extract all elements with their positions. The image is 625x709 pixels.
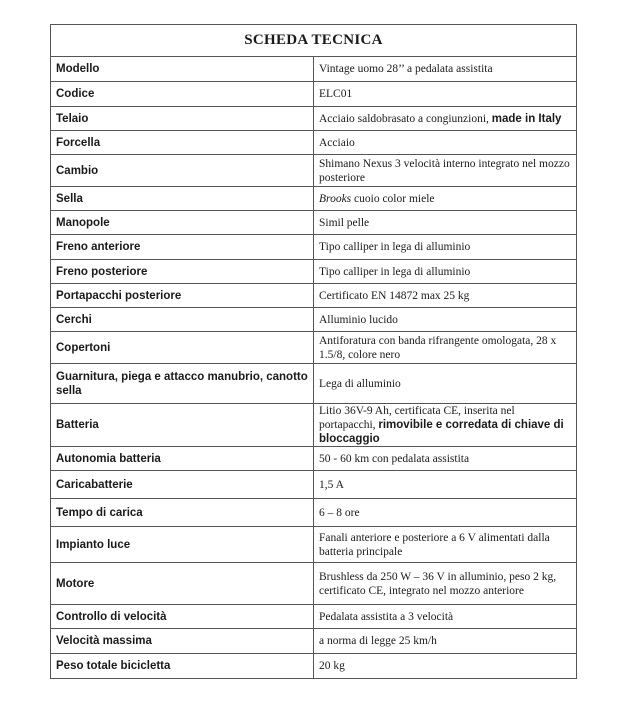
table-row — [51, 131, 577, 155]
row-value — [314, 260, 577, 284]
row-label: Portapacchi posteriore — [51, 284, 314, 308]
table-row — [51, 605, 577, 629]
table-row — [51, 563, 577, 605]
row-label: Controllo di velocità — [51, 605, 314, 629]
row-label: Motore — [51, 563, 314, 605]
table-row — [51, 629, 577, 654]
table-row — [51, 260, 577, 284]
value-bold: made in Italy — [491, 112, 562, 125]
value-bold: rimovibile e corredata di chiave di bloccaggio — [319, 419, 564, 445]
table-row — [51, 155, 577, 187]
value-text: Antiforatura con banda rifrangente omologata, 28 x 1.5/8, colore nero — [319, 334, 557, 361]
value-text: Vintage uomo 28’’ a pedalata assistita — [319, 63, 493, 75]
table-row — [51, 332, 577, 364]
row-label: Freno posteriore — [51, 260, 314, 284]
value-italic: Brooks — [319, 192, 352, 205]
value-text: Acciaio saldobrasato a congiunzioni, — [319, 112, 492, 125]
value-text: Certificato EN 14872 max 25 kg — [319, 289, 470, 302]
value-text: 20 kg — [319, 660, 345, 672]
row-value — [314, 235, 577, 260]
table-row — [51, 107, 577, 131]
row-value — [314, 107, 577, 131]
row-value — [314, 131, 577, 155]
row-label: Manopole — [51, 211, 314, 235]
row-label: Cerchi — [51, 308, 314, 332]
row-value — [314, 471, 577, 499]
title-row — [51, 25, 577, 57]
row-label: Copertoni — [51, 332, 314, 364]
row-value — [314, 284, 577, 308]
value-text: 6 – 8 ore — [319, 506, 360, 519]
value-text: 1,5 A — [319, 478, 344, 491]
spec-table — [50, 24, 577, 679]
row-label: Tempo di carica — [51, 499, 314, 527]
table-row — [51, 499, 577, 527]
row-value — [314, 332, 577, 364]
row-value — [314, 82, 577, 107]
row-label: Codice — [51, 82, 314, 107]
row-label: Freno anteriore — [51, 235, 314, 260]
row-value — [314, 187, 577, 211]
value-text: Litio 36V-9 Ah, certificata CE, inserita nel portapacchi, — [319, 405, 515, 431]
value-text: Tipo calliper in lega di alluminio — [319, 265, 471, 278]
table-row — [51, 527, 577, 563]
row-value — [314, 447, 577, 471]
row-value — [314, 527, 577, 563]
value-text: Brushless da 250 W – 36 V in alluminio, peso 2 kg, certificato CE, integrato nel mozzo anteriore — [319, 570, 557, 597]
spec-rows — [51, 57, 577, 679]
table-row — [51, 284, 577, 308]
row-label: Cambio — [51, 155, 314, 187]
row-value — [314, 211, 577, 235]
row-label: Autonomia batteria — [51, 447, 314, 471]
table-row — [51, 654, 577, 679]
row-value — [314, 308, 577, 332]
value-text: Simil pelle — [319, 216, 370, 229]
table-row — [51, 57, 577, 82]
value-text: a norma di legge 25 km/h — [319, 635, 437, 647]
value-text: cuoio color miele — [351, 192, 435, 205]
value-text: 50 - 60 km con pedalata assistita — [319, 452, 470, 465]
row-label: Batteria — [51, 404, 314, 447]
value-text: Alluminio lucido — [319, 313, 398, 326]
row-value — [314, 499, 577, 527]
row-label: Guarnitura, piega e attacco manubrio, canotto sella — [51, 364, 314, 404]
row-label: Telaio — [51, 107, 314, 131]
row-label: Sella — [51, 187, 314, 211]
row-label: Impianto luce — [51, 527, 314, 563]
table-title: SCHEDA TECNICA — [51, 25, 577, 57]
row-value — [314, 654, 577, 679]
row-value — [314, 629, 577, 654]
value-text: Lega di alluminio — [319, 377, 401, 390]
row-value — [314, 404, 577, 447]
row-value — [314, 563, 577, 605]
row-label: Peso totale bicicletta — [51, 654, 314, 679]
table-row — [51, 404, 577, 447]
table-row — [51, 308, 577, 332]
table-row — [51, 211, 577, 235]
value-text: Acciaio — [319, 136, 355, 149]
row-label: Velocità massima — [51, 629, 314, 654]
value-text: Pedalata assistita a 3 velocità — [319, 610, 454, 623]
row-value — [314, 364, 577, 404]
table-row — [51, 82, 577, 107]
table-row — [51, 364, 577, 404]
table-row — [51, 235, 577, 260]
row-value — [314, 155, 577, 187]
table-row — [51, 187, 577, 211]
table-row — [51, 447, 577, 471]
row-label: Modello — [51, 57, 314, 82]
table-row — [51, 471, 577, 499]
row-label: Caricabatterie — [51, 471, 314, 499]
value-text: ELC01 — [319, 88, 353, 100]
row-value — [314, 605, 577, 629]
value-text: Shimano Nexus 3 velocità interno integrato nel mozzo posteriore — [319, 157, 570, 184]
row-value — [314, 57, 577, 82]
row-label: Forcella — [51, 131, 314, 155]
value-text: Fanali anteriore e posteriore a 6 V alimentati dalla batteria principale — [319, 531, 550, 558]
value-text: Tipo calliper in lega di alluminio — [319, 241, 471, 253]
